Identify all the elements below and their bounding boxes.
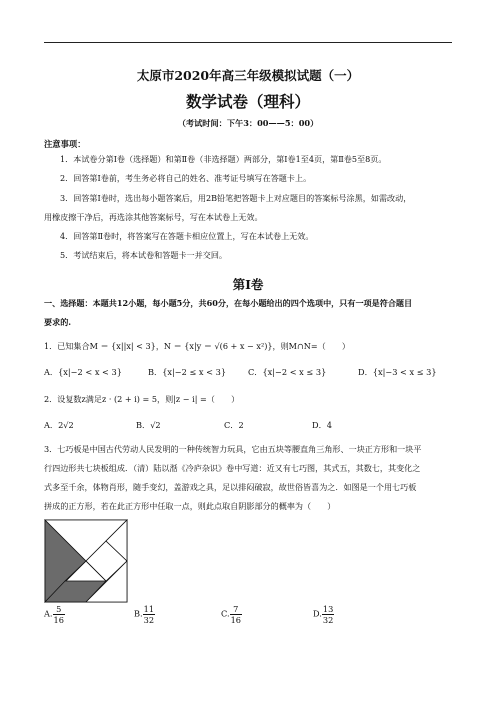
q1-option-a: A．{x|−2 < x < 3} <box>44 367 122 377</box>
header-rule <box>44 42 452 43</box>
notice-heading: 注意事项： <box>44 139 86 149</box>
numerator: 5 <box>53 604 65 615</box>
q1-stem: 1．已知集合M ＝ {x||x| < 3}，N ＝ {x|y ＝ √(6 + x − x²)}，则M∩N=（ ） <box>44 341 350 351</box>
q3-option-a <box>44 604 65 625</box>
notice-text: 2．回答第Ⅰ卷前，考生务必将自己的姓名、准考证号填写在答题卡上。 <box>60 173 312 183</box>
notice-text: 用橡皮擦干净后，再选涂其他答案标号，写在本试卷上无效。 <box>44 212 263 222</box>
notice-item <box>44 190 454 206</box>
notice-text: 3．回答第Ⅰ卷时，选出每小题答案后，用2B铅笔把答题卡上对应题目的答案标号涂黑，如需改动， <box>60 193 412 203</box>
notice-item <box>44 170 454 186</box>
notice-item <box>44 247 454 263</box>
fraction <box>143 604 155 625</box>
q1-option-c: C．{x|−2 < x ≤ 3} <box>248 367 327 377</box>
fraction <box>230 604 242 625</box>
exam-time: （考试时间：下午3：00——5：00） <box>177 118 319 128</box>
section-title: 第Ⅰ卷 <box>232 277 264 292</box>
numerator: 13 <box>322 604 334 614</box>
option-letter: C. <box>221 608 230 619</box>
section-instruction-cont: 要求的. <box>44 317 72 327</box>
section-instruction: 一、选择题：本题共12小题，每小题5分，共60分，在每小题给出的四个选项中，只有一项是符合题目 <box>44 298 413 308</box>
q1-option-d: D．{x|−3 < x ≤ 3} <box>358 367 437 377</box>
notice-text: 5．考试结束后，将本试卷和答题卡一并交回。 <box>60 250 228 260</box>
q2-option-c: C．2 <box>224 420 244 430</box>
notice-text: 4．回答第Ⅱ卷时，将答案写在答题卡相应位置上，写在本试卷上无效。 <box>60 231 314 241</box>
q2-option-a: A．2√2 <box>44 420 74 430</box>
q2-stem: 2．设复数z满足z · (2 + i) = 5，则|z − i| =（ ） <box>44 394 240 404</box>
notice-item <box>44 151 454 167</box>
numerator: 11 <box>143 604 155 614</box>
q2-option-b: B．√2 <box>136 420 161 430</box>
tangram-square <box>44 519 128 603</box>
exam-title: 太原市2020年高三年级模拟试题（一） <box>136 68 360 83</box>
option-letter: A. <box>44 608 53 619</box>
denominator: 16 <box>230 615 241 625</box>
notice-item <box>44 209 454 225</box>
tangram-figure <box>44 519 128 607</box>
notice-text: 1．本试卷分第Ⅰ卷（选择题）和第Ⅱ卷（非选择题）两部分，第Ⅰ卷1至4页，第Ⅱ卷5至8页。 <box>60 154 387 164</box>
q3-option-d <box>313 604 334 625</box>
fraction <box>53 604 65 625</box>
fraction <box>322 604 334 625</box>
exam-subtitle: 数学试卷（理科） <box>185 92 310 111</box>
option-letter: D. <box>313 608 322 619</box>
q3-stem-line: 行四边形共七块板组成．（清）陆以湉《冷庐杂识》卷中写道：近又有七巧图，其式五，其数七，其变化之 <box>44 463 421 473</box>
q1-option-b: B．{x|−2 ≤ x < 3} <box>148 367 227 377</box>
option-letter: B. <box>134 608 143 619</box>
q3-option-b <box>134 604 155 625</box>
numerator: 7 <box>230 604 242 615</box>
q3-stem-line: 3．七巧板是中国古代劳动人民发明的一种传统智力玩具，它由五块等腰直角三角形、一块正方形和一块平 <box>44 444 422 454</box>
q3-stem-line: 式多至千余，体物肖形，随手变幻，盖游戏之具，足以排闷破寂，故世俗皆喜为之．如图是一个用七巧板 <box>44 482 417 492</box>
denominator: 32 <box>143 615 155 625</box>
notice-item <box>44 228 454 244</box>
denominator: 16 <box>53 615 64 625</box>
q3-option-c <box>221 604 242 625</box>
denominator: 32 <box>322 615 334 625</box>
q2-option-d: D．4 <box>312 420 332 430</box>
q3-stem-line: 拼成的正方形，若在此正方形中任取一点，则此点取自阴影部分的概率为（ ） <box>44 501 336 511</box>
